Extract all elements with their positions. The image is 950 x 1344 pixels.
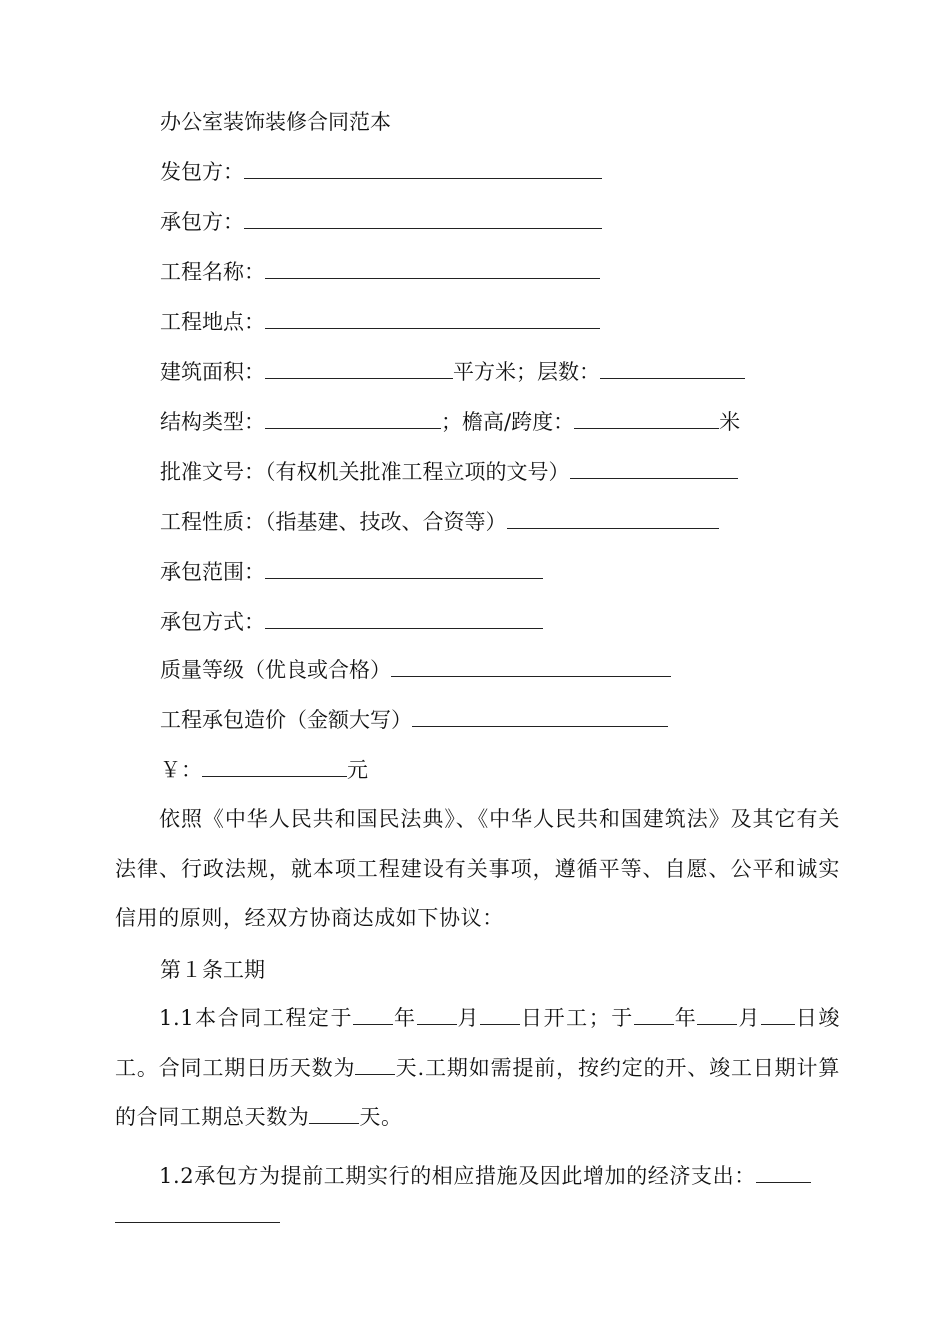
fill-in-blank[interactable] — [353, 1004, 393, 1025]
fill-in-blank[interactable] — [265, 358, 453, 379]
field-label: 工程承包造价（金额大写） — [160, 708, 412, 732]
fill-in-blank[interactable] — [570, 458, 738, 479]
field-label: 承包范围： — [160, 560, 265, 584]
field-method — [160, 607, 543, 637]
field-contract-price — [160, 705, 668, 735]
field-unit: 米 — [719, 410, 741, 434]
clause-1-1 — [115, 994, 840, 1143]
clause-text: 年 — [673, 1006, 698, 1030]
clause-text: 日竣工。合同工期日历天数为 — [115, 1006, 840, 1080]
fill-in-blank[interactable] — [507, 508, 719, 529]
fill-in-blank[interactable] — [697, 1004, 737, 1025]
fill-in-blank[interactable] — [202, 756, 347, 777]
clause-text: 1.1本合同工程定于 — [159, 1006, 354, 1030]
fill-in-blank[interactable] — [244, 158, 602, 179]
fill-in-blank[interactable] — [265, 258, 600, 279]
field-mid-label: ；檐高/跨度： — [441, 410, 575, 434]
clause-text: 月 — [456, 1006, 481, 1030]
fill-in-blank[interactable] — [634, 1004, 674, 1025]
field-label: 工程名称： — [160, 260, 265, 284]
field-label: 结构类型： — [160, 410, 265, 434]
field-building-area — [160, 357, 745, 387]
field-label: 批准文号：（有权机关批准工程立项的文号） — [160, 460, 570, 484]
field-project-location — [160, 307, 600, 337]
fill-in-blank[interactable] — [244, 208, 602, 229]
clause-text: 日开工；于 — [520, 1006, 634, 1030]
fill-in-blank[interactable] — [391, 656, 671, 677]
document-title: 办公室装饰装修合同范本 — [160, 110, 391, 134]
field-label: 发包方： — [160, 160, 244, 184]
fill-in-blank-continuation[interactable] — [115, 1222, 280, 1223]
field-label: 承包方： — [160, 210, 244, 234]
fill-in-blank[interactable] — [355, 1054, 395, 1075]
fill-in-blank[interactable] — [417, 1004, 457, 1025]
clause-text: 年 — [393, 1006, 417, 1030]
clause-text: 1.2承包方为提前工期实行的相应措施及因此增加的经济支出： — [159, 1164, 756, 1188]
fill-in-blank[interactable] — [309, 1103, 359, 1124]
clause-text: 月 — [737, 1006, 761, 1030]
fill-in-blank[interactable] — [600, 358, 745, 379]
field-label: 工程性质：（指基建、技改、合资等） — [160, 510, 507, 534]
field-amount — [160, 755, 368, 785]
field-unit: 元 — [347, 758, 368, 782]
article-1-heading: 第１条工期 — [160, 958, 265, 982]
field-unit: 平方米；层数： — [453, 360, 600, 384]
field-project-name — [160, 257, 600, 287]
fill-in-blank[interactable] — [265, 308, 600, 329]
clause-text: 天.工期如需提前，按约定的开、竣工日期计算的合同工期总天数为 — [115, 1055, 840, 1129]
fill-in-blank[interactable] — [761, 1004, 795, 1025]
field-scope — [160, 557, 543, 587]
fill-in-blank[interactable] — [265, 558, 543, 579]
field-contractor — [160, 207, 602, 237]
fill-in-blank[interactable] — [265, 608, 543, 629]
fill-in-blank[interactable] — [756, 1162, 811, 1183]
fill-in-blank[interactable] — [265, 408, 441, 429]
field-label: 质量等级（优良或合格） — [160, 658, 391, 682]
preamble-paragraph: 依照《中华人民共和国民法典》、《中华人民共和国建筑法》及其它有关法律、行政法规，就本项工程建设有关事项，遵循平等、自愿、公平和诚实信用的原则，经双方协商达成如下协议： — [115, 807, 840, 930]
field-structure-type — [160, 407, 740, 437]
field-label: 承包方式： — [160, 610, 265, 634]
fill-in-blank[interactable] — [412, 706, 668, 727]
field-label: 建筑面积： — [160, 360, 265, 384]
field-approval-no — [160, 457, 738, 487]
field-label: 工程地点： — [160, 310, 265, 334]
fill-in-blank[interactable] — [480, 1004, 520, 1025]
field-employer — [160, 157, 602, 187]
field-label: ￥： — [160, 758, 202, 782]
clause-text: 天。 — [359, 1105, 403, 1129]
field-project-nature — [160, 507, 719, 537]
fill-in-blank[interactable] — [574, 408, 719, 429]
clause-1-2 — [115, 1152, 840, 1202]
field-quality-grade — [160, 655, 671, 685]
